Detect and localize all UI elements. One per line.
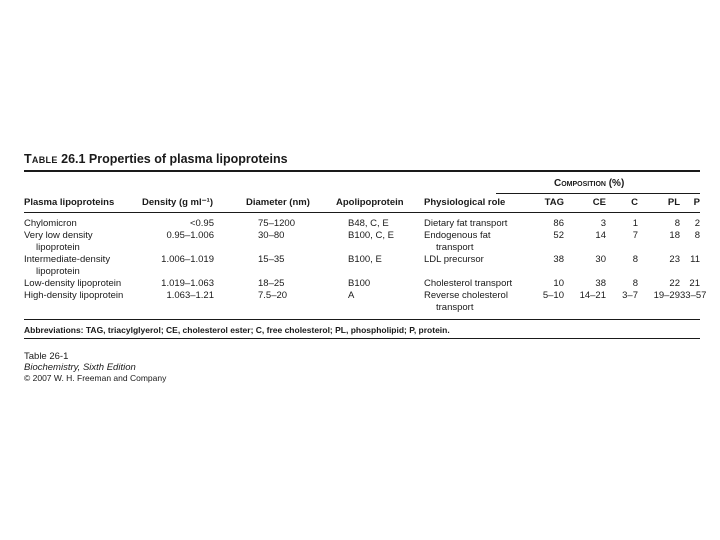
cell-pl: 19–29 bbox=[653, 290, 680, 301]
table-title bbox=[24, 150, 700, 168]
cell-tag: 10 bbox=[553, 278, 564, 289]
col-header-apolipoprotein: Apolipoprotein bbox=[336, 197, 404, 208]
cell-tag: 52 bbox=[553, 230, 564, 241]
cell-name-line1: Intermediate-density bbox=[24, 254, 111, 265]
col-header-ce: CE bbox=[592, 197, 606, 208]
cell-density: <0.95 bbox=[189, 218, 214, 229]
cell-name bbox=[24, 230, 142, 254]
col-header-c: C bbox=[631, 197, 638, 208]
cell-p: 11 bbox=[690, 254, 700, 265]
cell-apolipoprotein: B100, E bbox=[348, 254, 382, 265]
header-row bbox=[24, 194, 700, 212]
cell-diameter: 15–35 bbox=[258, 254, 285, 265]
cell-p: 33–57 bbox=[680, 290, 707, 301]
caption-book: Biochemistry, Sixth Edition bbox=[24, 362, 136, 373]
table-title-label: Table bbox=[24, 152, 58, 166]
cell-name: Low-density lipoprotein bbox=[24, 278, 122, 289]
composition-heading: Composition (%) bbox=[554, 178, 625, 189]
cell-name: High-density lipoprotein bbox=[24, 290, 124, 301]
cell-ce: 30 bbox=[595, 254, 606, 265]
cell-role: LDL precursor bbox=[424, 254, 484, 265]
cell-c: 1 bbox=[632, 218, 638, 229]
cell-name bbox=[24, 254, 142, 278]
cell-apolipoprotein: B100, C, E bbox=[348, 230, 394, 241]
cell-density: 1.006–1.019 bbox=[161, 254, 214, 265]
cell-c: 8 bbox=[632, 254, 638, 265]
cell-role: Dietary fat transport bbox=[424, 218, 508, 229]
cell-p: 2 bbox=[694, 218, 700, 229]
composition-header bbox=[24, 172, 700, 194]
col-header-pl: PL bbox=[667, 197, 680, 208]
cell-name-line2: lipoprotein bbox=[36, 266, 80, 277]
cell-role: Cholesterol transport bbox=[424, 278, 513, 289]
cell-role-line2: transport bbox=[436, 302, 474, 313]
footer-rule bbox=[24, 338, 700, 339]
cell-ce: 14–21 bbox=[579, 290, 606, 301]
cell-role-line2: transport bbox=[436, 242, 474, 253]
cell-role bbox=[424, 230, 526, 254]
table-title-text: 26.1 Properties of plasma lipoproteins bbox=[57, 152, 288, 166]
cell-role-line1: Endogenous fat bbox=[424, 230, 491, 241]
table-row bbox=[24, 230, 700, 254]
col-header-density: Density (g ml⁻¹) bbox=[142, 197, 213, 208]
figure-caption bbox=[24, 351, 700, 384]
cell-name: Chylomicron bbox=[24, 218, 77, 229]
col-header-tag: TAG bbox=[544, 197, 564, 208]
bottom-rule bbox=[24, 319, 700, 320]
caption-label: Table 26-1 bbox=[24, 351, 69, 362]
cell-p: 8 bbox=[694, 230, 700, 241]
cell-p: 21 bbox=[689, 278, 700, 289]
cell-apolipoprotein: A bbox=[348, 290, 355, 301]
cell-diameter: 30–80 bbox=[258, 230, 285, 241]
cell-pl: 8 bbox=[674, 218, 680, 229]
cell-c: 8 bbox=[632, 278, 638, 289]
cell-ce: 38 bbox=[595, 278, 606, 289]
cell-diameter: 7.5–20 bbox=[258, 290, 288, 301]
table-row bbox=[24, 290, 700, 319]
cell-apolipoprotein: B100 bbox=[348, 278, 371, 289]
cell-apolipoprotein: B48, C, E bbox=[348, 218, 389, 229]
col-header-lipoprotein: Plasma lipoproteins bbox=[24, 197, 115, 208]
col-header-p: P bbox=[693, 197, 700, 208]
cell-c: 3–7 bbox=[622, 290, 638, 301]
cell-pl: 18 bbox=[669, 230, 680, 241]
table-row bbox=[24, 213, 700, 230]
caption-copyright: © 2007 W. H. Freeman and Company bbox=[24, 373, 167, 383]
table-row bbox=[24, 278, 700, 290]
document-figure bbox=[24, 150, 707, 384]
cell-density: 1.019–1.063 bbox=[161, 278, 214, 289]
col-header-role: Physiological role bbox=[424, 197, 506, 208]
cell-name-line2: lipoprotein bbox=[36, 242, 80, 253]
cell-pl: 22 bbox=[669, 278, 680, 289]
composition-rule bbox=[496, 193, 700, 194]
cell-density: 0.95–1.006 bbox=[166, 230, 214, 241]
cell-tag: 38 bbox=[553, 254, 564, 265]
cell-role-line1: Reverse cholesterol bbox=[424, 290, 508, 301]
abbreviations-note: Abbreviations: TAG, triacylglyerol; CE, cholesterol ester; C, free cholesterol; PL, phospholipid; P, protein. bbox=[24, 325, 450, 335]
cell-role bbox=[424, 290, 526, 319]
cell-ce: 3 bbox=[600, 218, 606, 229]
cell-name-line1: Very low density bbox=[24, 230, 93, 241]
cell-c: 7 bbox=[632, 230, 638, 241]
cell-density: 1.063–1.21 bbox=[166, 290, 214, 301]
cell-pl: 23 bbox=[669, 254, 680, 265]
cell-ce: 14 bbox=[595, 230, 606, 241]
lipoprotein-table bbox=[24, 194, 707, 319]
col-header-diameter: Diameter (nm) bbox=[246, 197, 310, 208]
cell-tag: 86 bbox=[553, 218, 564, 229]
cell-diameter: 18–25 bbox=[258, 278, 285, 289]
cell-diameter: 75–1200 bbox=[258, 218, 295, 229]
table-row bbox=[24, 254, 700, 278]
cell-tag: 5–10 bbox=[542, 290, 564, 301]
